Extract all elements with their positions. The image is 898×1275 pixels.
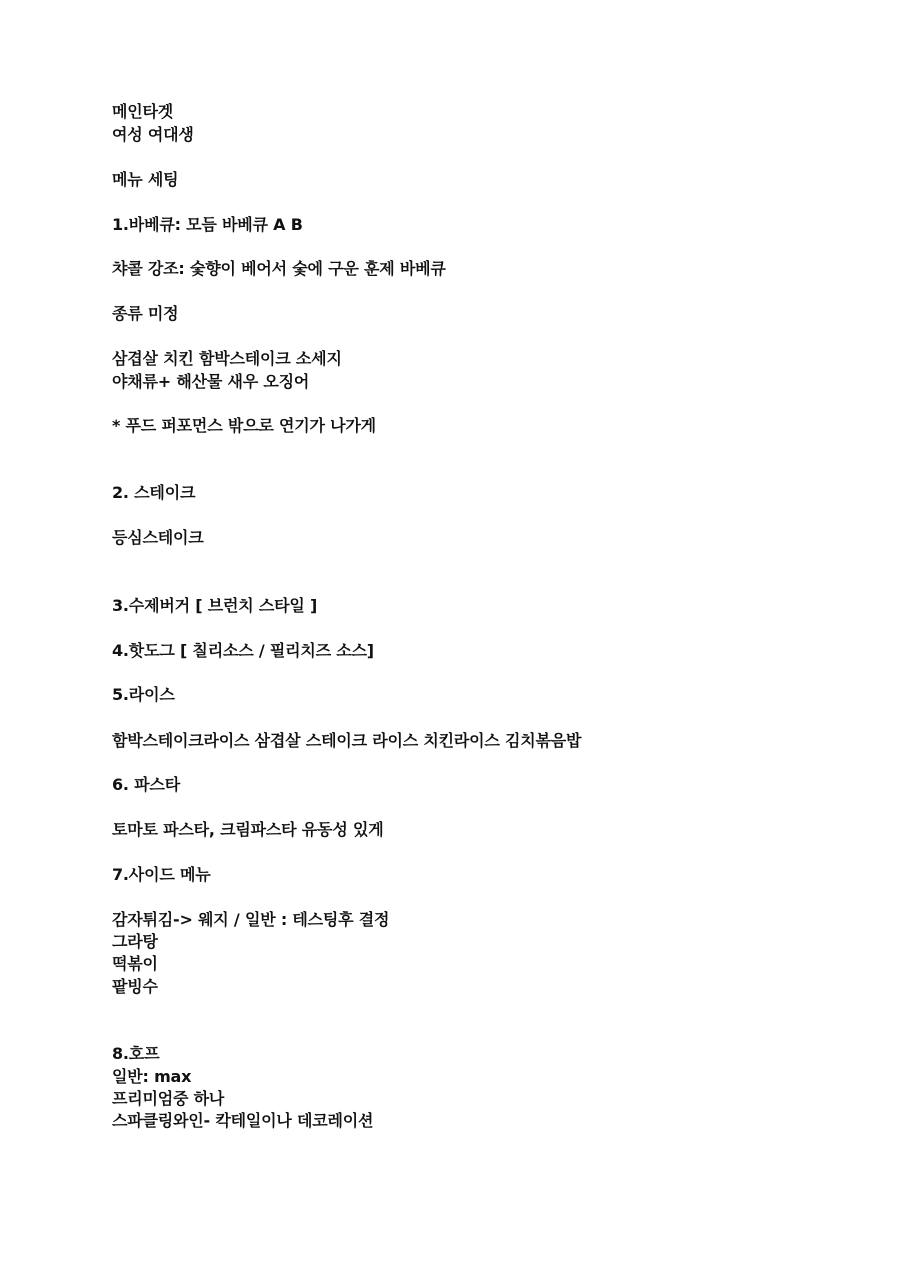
hof-item: 일반: max [112, 1067, 192, 1086]
hof-item: 프리미엄중 하나 [112, 1089, 225, 1108]
bbq-items-line: 야채류+ 해산물 새우 오징어 [112, 372, 310, 391]
section-hof-heading: 8.호프 [112, 1044, 160, 1063]
section-side-menu-heading: 7.사이드 메뉴 [112, 865, 211, 884]
section-bbq-heading: 1.바베큐: 모듬 바베큐 A B [112, 215, 303, 234]
bbq-type-note: 종류 미정 [112, 304, 179, 323]
steak-item: 등심스테이크 [112, 528, 204, 547]
side-menu-item: 떡볶이 [112, 954, 158, 973]
side-menu-item: 그라탕 [112, 932, 158, 951]
menu-setting-heading: 메뉴 세팅 [112, 170, 179, 189]
section-pasta-heading: 6. 파스타 [112, 775, 180, 794]
hof-item: 스파클링와인- 칵테일이나 데코레이션 [112, 1111, 374, 1130]
bbq-items-line: 삼겹살 치킨 함박스테이크 소세지 [112, 349, 342, 368]
side-menu-item: 팥빙수 [112, 977, 158, 996]
rice-items: 함박스테이크라이스 삼겹살 스테이크 라이스 치킨라이스 김치볶음밥 [112, 731, 582, 750]
section-burger-heading: 3.수제버거 [ 브런치 스타일 ] [112, 596, 318, 615]
section-steak-heading: 2. 스테이크 [112, 483, 196, 502]
bbq-charcoal-note: 챠콜 강조: 숯향이 베어서 숯에 구운 훈제 바베큐 [112, 259, 446, 278]
main-target-heading: 메인타겟 [112, 102, 174, 121]
section-rice-heading: 5.라이스 [112, 685, 175, 704]
section-hotdog-heading: 4.핫도그 [ 칠리소스 / 필리치즈 소스] [112, 641, 374, 660]
bbq-performance-note: * 푸드 퍼포먼스 밖으로 연기가 나가게 [112, 416, 376, 435]
side-menu-item: 감자튀김-> 웨지 / 일반 : 테스팅후 결정 [112, 910, 390, 929]
pasta-items: 토마토 파스타, 크림파스타 유동성 있게 [112, 820, 384, 839]
main-target-value: 여성 여대생 [112, 125, 194, 144]
